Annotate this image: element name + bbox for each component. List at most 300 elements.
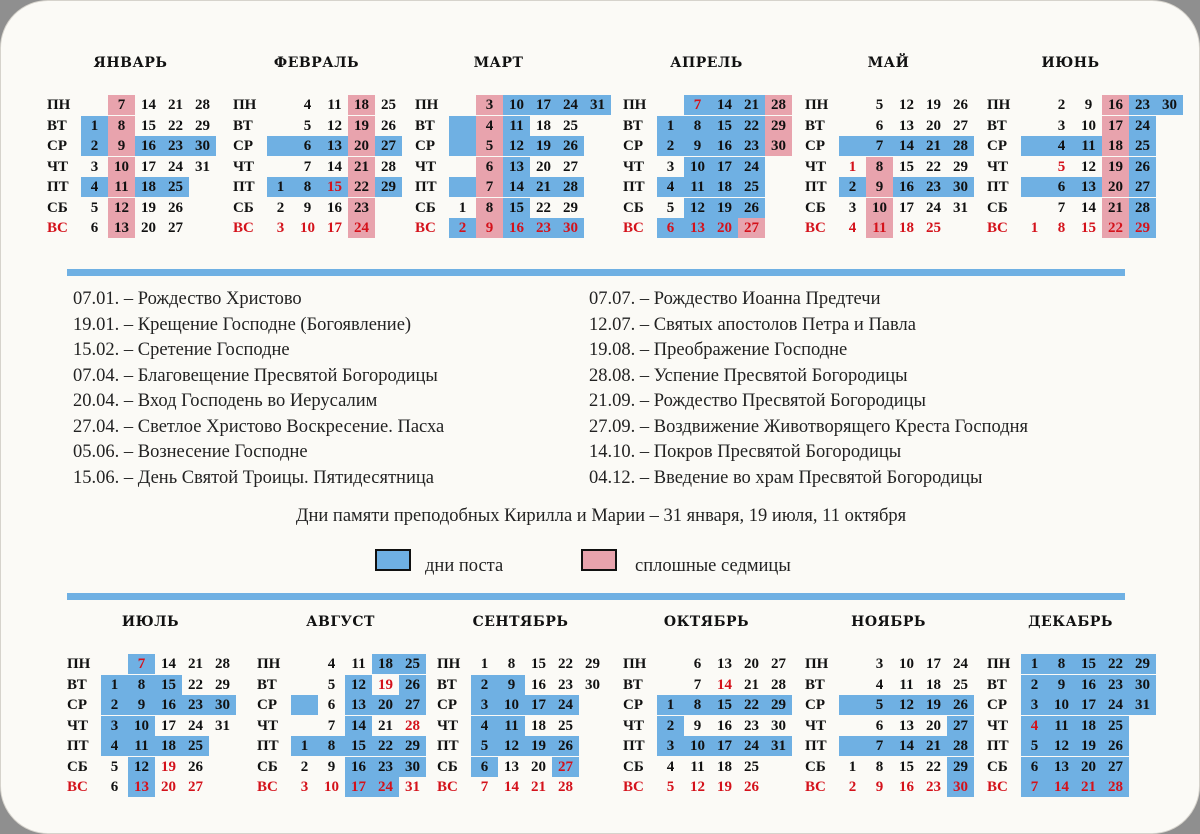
calendar-day: 27 [738,218,765,238]
calendar-day: 18 [155,736,182,756]
weekday-label: ПТ [233,179,255,195]
calendar-day: 3 [276,220,285,236]
calendar-day: 31 [584,95,611,115]
calendar-day: 19 [920,695,947,715]
calendar-day: 29 [947,757,974,777]
calendar-day: 20 [141,220,156,236]
calendar-day: 14 [345,716,372,736]
holiday-item: 28.08. – Успение Пресвятой Богородицы [589,365,908,386]
calendar-day: 29 [375,177,402,197]
calendar-day: 14 [503,177,530,197]
calendar-day [267,136,294,156]
calendar-day: 5 [866,695,893,715]
calendar-day: 17 [141,158,156,175]
weekday-label: ЧТ [623,158,645,175]
calendar-day: 17 [711,157,738,177]
calendar-day: 28 [381,158,396,175]
calendar-day [267,157,294,177]
calendar-day [1156,116,1183,136]
calendar-day: 12 [345,675,372,695]
calendar-day: 26 [738,198,765,218]
calendar-day: 26 [947,695,974,715]
calendar-day: 19 [530,136,557,156]
calendar-day: 15 [345,736,372,756]
weekday-label: ПТ [415,179,437,195]
calendar-day: 24 [738,736,765,756]
weekday-label: СР [987,138,1007,154]
calendar-day: 4 [657,177,684,197]
calendar-day: 14 [327,158,342,175]
calendar-day: 12 [498,736,525,756]
calendar-day: 24 [557,95,584,115]
calendar-day [579,757,606,777]
calendar-day [839,675,866,695]
calendar-day [584,177,611,197]
calendar-day: 6 [657,218,684,238]
month-name: ОКТЯБРЬ [663,614,750,630]
calendar-day [101,654,128,674]
calendar-day: 21 [188,656,203,672]
weekday-label: СБ [47,199,68,216]
calendar-day: 23 [182,695,209,715]
calendar-day [839,736,866,756]
weekday-label: СР [805,138,825,154]
calendar-day: 1 [291,736,318,756]
weekday-label: ПТ [623,738,645,754]
weekday-label: ПН [67,656,91,672]
weekday-label: ПН [257,656,281,672]
calendar-day: 13 [899,717,914,734]
calendar-day: 21 [1075,777,1102,797]
calendar-day [765,757,792,777]
calendar-day: 23 [1102,675,1129,695]
calendar-day [765,218,792,238]
calendar-day: 25 [381,97,396,113]
calendar-day: 9 [875,779,884,795]
calendar-day: 1 [1021,654,1048,674]
weekday-label: СР [805,697,825,713]
calendar-day: 19 [348,116,375,136]
weekday-label: ВС [805,779,826,795]
calendar-day: 31 [215,717,230,734]
calendar-day [1021,95,1048,115]
weekday-label: ПТ [67,738,89,754]
calendar-day: 21 [1102,198,1129,218]
calendar-day: 10 [324,779,339,795]
month-name: МАРТ [473,55,524,71]
weekday-label: ПН [437,656,461,672]
calendar-day: 3 [300,779,309,795]
calendar-day: 2 [657,136,684,156]
calendar-day: 19 [378,676,393,693]
calendar-day: 16 [155,695,182,715]
calendar-day: 27 [563,158,578,175]
calendar-day [189,218,216,238]
calendar-day: 17 [926,656,941,672]
calendar-day: 23 [530,218,557,238]
calendar-day [449,116,476,136]
calendar-day: 29 [1129,218,1156,238]
calendar-day: 5 [666,779,675,795]
calendar-day: 26 [381,117,396,134]
calendar-day: 26 [399,675,426,695]
calendar-day: 15 [899,158,914,175]
calendar-day: 30 [585,676,600,693]
calendar-day: 21 [348,157,375,177]
calendar-day: 11 [684,177,711,197]
weekday-label: ПН [805,656,829,672]
calendar-day: 19 [161,758,176,775]
calendar-day: 2 [471,675,498,695]
calendar-day: 10 [128,716,155,736]
calendar-day: 1 [1030,220,1039,236]
weekday-label: ЧТ [67,717,89,734]
calendar-day: 16 [717,717,732,734]
calendar-day [584,136,611,156]
calendar-day: 4 [471,716,498,736]
weekday-label: ВС [987,220,1008,236]
calendar-day [947,218,974,238]
calendar-day: 2 [1057,97,1066,113]
calendar-day: 25 [738,177,765,197]
calendar-day: 27 [771,656,786,672]
weekday-label: ПН [623,97,647,113]
calendar-day [839,95,866,115]
calendar-day [267,116,294,136]
calendar-day: 18 [372,654,399,674]
calendar-day: 29 [585,656,600,672]
calendar-day: 9 [303,199,312,216]
calendar-day: 6 [110,779,119,795]
weekday-label: ПН [805,97,829,113]
calendar-day: 1 [657,116,684,136]
calendar-day: 7 [108,95,135,115]
weekday-label: ЧТ [233,158,255,175]
calendar-day: 28 [771,676,786,693]
calendar-day: 18 [1075,716,1102,736]
calendar-day: 27 [953,117,968,134]
calendar-day: 18 [717,758,732,775]
calendar-day: 24 [552,695,579,715]
calendar-day: 22 [348,177,375,197]
calendar-day: 13 [1075,177,1102,197]
calendar-day: 23 [738,136,765,156]
calendar-day: 28 [557,177,584,197]
calendar-day [657,95,684,115]
calendar-day: 29 [1129,654,1156,674]
calendar-day [1156,136,1183,156]
weekday-label: ПТ [805,738,827,754]
calendar-day: 9 [1084,97,1093,113]
calendar-day: 18 [531,717,546,734]
calendar-day: 26 [953,97,968,113]
calendar-day: 11 [899,676,914,693]
holidays-left-list [73,287,444,491]
weekday-label: ЧТ [987,158,1009,175]
calendar-day: 10 [684,157,711,177]
calendar-day: 5 [471,736,498,756]
calendar-day: 17 [711,736,738,756]
calendar-day: 14 [504,779,519,795]
calendar-day: 22 [926,158,941,175]
calendar-day: 11 [866,218,893,238]
holiday-item: 07.07. – Рождество Иоанна Предтечи [589,289,881,309]
calendar-day: 16 [1102,95,1129,115]
calendar-day: 13 [503,157,530,177]
calendar-day: 31 [1129,695,1156,715]
weekday-label: ПТ [987,738,1009,754]
calendar-day: 13 [1048,757,1075,777]
calendar-day [584,157,611,177]
calendar-day: 16 [345,757,372,777]
calendar-day: 22 [1102,654,1129,674]
calendar-day [579,777,606,797]
calendar-day: 10 [1081,117,1096,134]
calendar-day: 6 [875,717,884,734]
calendar-day: 15 [141,117,156,134]
calendar-day: 8 [1057,220,1066,236]
calendar-day [209,777,236,797]
calendar-day: 17 [899,199,914,216]
calendar-day [1021,177,1048,197]
holiday-item: 15.02. – Сретение Господне [73,340,290,360]
weekday-label: СБ [233,199,254,216]
calendar-day: 31 [765,736,792,756]
calendar-day [375,198,402,218]
weekday-label: ЧТ [47,158,69,175]
weekday-label: СБ [415,199,436,216]
calendar-day: 25 [953,676,968,693]
calendar-day: 13 [321,136,348,156]
calendar-day: 2 [276,199,285,216]
calendar-day: 24 [953,656,968,672]
calendar-day: 2 [657,716,684,736]
weekday-label: ЧТ [623,717,645,734]
weekday-label: ЧТ [257,717,279,734]
calendar-day [584,116,611,136]
calendar-day [1129,757,1156,777]
calendar-day: 23 [926,779,941,795]
calendar-day: 9 [693,717,702,734]
calendar-day: 1 [657,695,684,715]
calendar-day: 22 [188,676,203,693]
calendar-day: 24 [348,218,375,238]
calendar-day [839,716,866,736]
calendar-day: 1 [101,675,128,695]
weekday-label: ПН [987,656,1011,672]
calendar-day: 21 [531,779,546,795]
calendar-day: 27 [947,716,974,736]
calendar-day: 4 [848,220,857,236]
calendar-day: 16 [503,218,530,238]
calendar-day: 13 [128,777,155,797]
calendar-day: 30 [557,218,584,238]
calendar-day: 20 [348,136,375,156]
month-name: АПРЕЛЬ [670,55,743,71]
calendar-day: 15 [321,177,348,197]
calendar-day: 22 [168,117,183,134]
calendar-day: 25 [558,717,573,734]
calendar-day: 11 [108,177,135,197]
calendar-day: 29 [765,116,792,136]
calendar-day: 28 [405,717,420,734]
calendar-day: 22 [738,116,765,136]
calendar-day: 16 [135,136,162,156]
calendar-day: 1 [81,116,108,136]
calendar-day: 27 [552,757,579,777]
holiday-item: 12.07. – Святых апостолов Петра и Павла [589,314,916,335]
calendar-day: 10 [1048,695,1075,715]
calendar-day: 22 [738,695,765,715]
calendar-day: 7 [480,779,489,795]
calendar-day: 1 [267,177,294,197]
calendar-day: 3 [1021,695,1048,715]
weekday-label: СБ [987,199,1008,216]
calendar-day: 30 [209,695,236,715]
holiday-item: 27.04. – Светлое Христово Воскресение. Пасха [73,416,445,437]
calendar-day: 29 [953,158,968,175]
calendar-day: 9 [108,136,135,156]
calendar-day: 31 [195,158,210,175]
weekday-label: ЧТ [805,158,827,175]
calendar-day: 21 [738,95,765,115]
calendar-day: 3 [666,158,675,175]
calendar-day: 25 [1129,136,1156,156]
calendar-day: 7 [866,136,893,156]
calendar-day [1021,157,1048,177]
calendar-day: 23 [920,177,947,197]
weekday-label: ВТ [67,676,87,693]
calendar-day: 21 [378,717,393,734]
calendar-day: 19 [711,198,738,218]
calendar-day: 19 [926,97,941,113]
calendar-day: 5 [303,117,312,134]
weekday-label: ЧТ [805,717,827,734]
calendar-day: 9 [684,136,711,156]
weekday-label: СБ [67,758,88,775]
calendar-day [1156,157,1183,177]
calendar-day: 11 [1048,716,1075,736]
calendar-day: 9 [498,675,525,695]
calendar-day: 30 [1156,95,1183,115]
calendar-day [584,218,611,238]
calendar-day: 25 [1102,716,1129,736]
calendar-day: 30 [399,757,426,777]
calendar-day: 11 [503,116,530,136]
weekday-label: ВС [623,220,644,236]
calendar-day: 10 [866,198,893,218]
holiday-item: 14.10. – Покров Пресвятой Богородицы [589,442,902,462]
calendar-day: 8 [507,656,516,672]
weekday-label: ВТ [415,117,435,134]
calendar-day: 11 [128,736,155,756]
calendar-day: 11 [351,656,366,672]
calendar-day: 5 [875,97,884,113]
calendar-day: 5 [90,199,99,216]
calendar-day: 25 [926,220,941,236]
calendar-day: 23 [744,717,759,734]
calendar-day: 31 [953,199,968,216]
weekday-label: СБ [257,758,278,775]
calendar-day [839,695,866,715]
calendar-day: 1 [848,758,857,775]
calendar-day: 31 [405,779,420,795]
calendar-day: 2 [1021,675,1048,695]
calendar-day: 14 [893,736,920,756]
calendar-day [839,654,866,674]
weekday-label: ВТ [623,676,643,693]
calendar-day: 13 [717,656,732,672]
holiday-item: 19.01. – Крещение Господне (Богоявление) [73,314,412,335]
calendar-day: 11 [327,97,342,113]
calendar-day: 18 [899,220,914,236]
calendar-day: 30 [189,136,216,156]
weekday-label: ВТ [623,117,643,134]
month-name: ЯНВАРЬ [93,55,168,71]
weekday-label: ВТ [805,676,825,693]
weekday-label: СР [623,697,643,713]
month-name: АВГУСТ [306,614,375,630]
calendar-day [579,716,606,736]
calendar-day: 8 [1048,654,1075,674]
holiday-item: 20.04. – Вход Господень во Иерусалим [73,391,378,411]
calendar-day: 24 [1129,116,1156,136]
calendar-day: 5 [1057,158,1066,175]
calendar-day: 18 [348,95,375,115]
calendar-day: 26 [168,199,183,216]
calendar-day [209,736,236,756]
calendar-day: 12 [327,117,342,134]
calendar-day [449,136,476,156]
calendar-day [291,675,318,695]
calendar-day [765,177,792,197]
calendar-day: 2 [449,218,476,238]
holiday-item: 21.09. – Рождество Пресвятой Богородицы [589,391,926,411]
calendar-day: 14 [161,656,176,672]
calendar-day: 7 [684,95,711,115]
calendar-day [839,136,866,156]
calendar-day: 6 [471,757,498,777]
calendar-day: 16 [899,779,914,795]
calendar-day: 6 [476,157,503,177]
calendar-day: 30 [947,777,974,797]
calendar-day: 4 [666,758,675,775]
holiday-item: 27.09. – Воздвижение Животворящего Креста Господня [589,416,1029,437]
weekday-label: ПН [415,97,439,113]
calendar-day: 7 [693,676,702,693]
calendar-day: 5 [110,758,119,775]
calendar-day [765,198,792,218]
weekday-label: ВС [805,220,826,236]
weekday-label: ПТ [987,179,1009,195]
month-name: ДЕКАБРЬ [1028,614,1113,630]
calendar-day: 3 [1057,117,1066,134]
calendar-day: 29 [215,676,230,693]
calendar-day: 4 [81,177,108,197]
calendar-day: 8 [875,758,884,775]
weekday-label: ПТ [257,738,279,754]
weekday-label: СБ [623,199,644,216]
calendar-day: 27 [1129,177,1156,197]
month-name: ФЕВРАЛЬ [273,55,360,71]
calendar-day: 6 [1048,177,1075,197]
calendar-day: 6 [90,220,99,236]
weekday-label: ВТ [233,117,253,134]
calendar-day: 28 [558,779,573,795]
calendar-day: 26 [744,779,759,795]
calendar-day: 29 [195,117,210,134]
month-name: ИЮЛЬ [121,614,180,630]
